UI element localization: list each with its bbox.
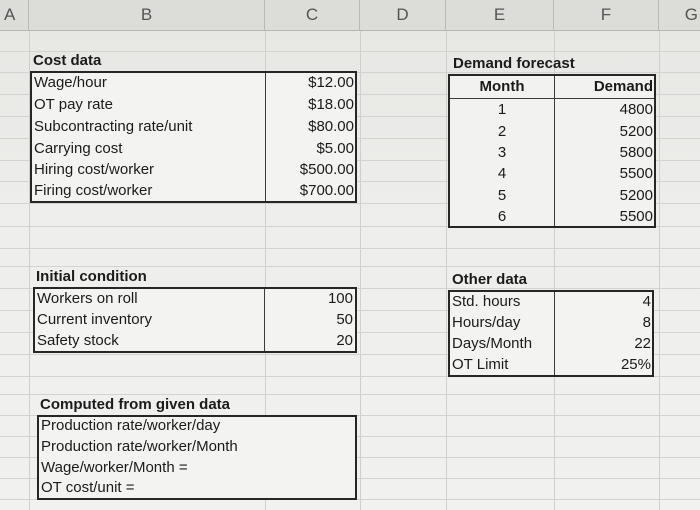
label-hours-day[interactable]: Hours/day — [452, 314, 521, 331]
column-header-f[interactable] — [554, 0, 659, 31]
cost-label-subcontracting[interactable]: Subcontracting rate/unit — [34, 118, 193, 135]
value-days-month[interactable]: 22 — [634, 335, 651, 352]
gridline — [0, 394, 700, 395]
label-workers-on-roll[interactable]: Workers on roll — [37, 290, 138, 307]
column-header-label: F — [600, 5, 612, 24]
month-header[interactable]: Month — [479, 78, 525, 95]
value-safety-stock[interactable]: 20 — [336, 332, 353, 349]
computed-production-rate-day[interactable]: Production rate/worker/day — [41, 417, 221, 434]
demand-cell[interactable]: 4800 — [619, 101, 653, 118]
cost-data-title: Cost data — [33, 52, 102, 69]
column-header-d[interactable] — [360, 0, 446, 31]
month-cell[interactable]: 3 — [497, 144, 507, 161]
demand-header[interactable]: Demand — [593, 78, 653, 95]
demand-cell[interactable]: 5200 — [619, 123, 653, 140]
value-current-inventory[interactable]: 50 — [336, 311, 353, 328]
column-header-label: D — [396, 5, 409, 24]
demand-cell[interactable]: 5500 — [619, 208, 653, 225]
value-hours-day[interactable]: 8 — [642, 314, 651, 331]
month-cell[interactable]: 2 — [497, 123, 507, 140]
column-header-e[interactable] — [446, 0, 554, 31]
gridline — [0, 248, 700, 249]
label-ot-limit[interactable]: OT Limit — [452, 356, 509, 373]
gridline — [0, 266, 700, 267]
value-std-hours[interactable]: 4 — [642, 293, 651, 310]
column-header-c[interactable] — [265, 0, 360, 31]
initial-condition-title: Initial condition — [36, 268, 147, 285]
computed-wage-worker-month[interactable]: Wage/worker/Month = — [41, 459, 188, 476]
cost-value-firing[interactable]: $700.00 — [299, 182, 354, 199]
month-cell[interactable]: 6 — [497, 208, 507, 225]
cost-label-firing[interactable]: Firing cost/worker — [34, 182, 153, 199]
column-header-a[interactable] — [0, 0, 29, 31]
cost-label-hiring[interactable]: Hiring cost/worker — [34, 161, 155, 178]
value-workers-on-roll[interactable]: 100 — [327, 290, 353, 307]
column-header-label: B — [140, 5, 153, 24]
label-std-hours[interactable]: Std. hours — [452, 293, 521, 310]
demand-forecast-title: Demand forecast — [453, 55, 575, 72]
cost-value-wage[interactable]: $12.00 — [308, 74, 354, 91]
cost-label-ot-pay[interactable]: OT pay rate — [34, 96, 113, 113]
value-ot-limit[interactable]: 25% — [620, 356, 651, 373]
demand-cell[interactable]: 5500 — [619, 165, 653, 182]
column-header-label: G — [684, 5, 698, 24]
gridline — [0, 51, 700, 52]
other-data-title: Other data — [452, 271, 528, 288]
computed-title: Computed from given data — [40, 396, 231, 413]
cost-value-subcontracting[interactable]: $80.00 — [308, 118, 354, 135]
demand-cell[interactable]: 5800 — [619, 144, 653, 161]
column-header-b[interactable] — [29, 0, 265, 31]
column-header-label: C — [305, 5, 319, 24]
gridline — [659, 31, 660, 510]
column-header-label: E — [493, 5, 506, 24]
computed-production-rate-month[interactable]: Production rate/worker/Month — [41, 438, 238, 455]
label-safety-stock[interactable]: Safety stock — [37, 332, 119, 349]
cost-label-carrying[interactable]: Carrying cost — [34, 140, 123, 157]
month-cell[interactable]: 1 — [497, 101, 507, 118]
month-cell[interactable]: 4 — [497, 165, 507, 182]
computed-ot-cost-unit[interactable]: OT cost/unit = — [41, 479, 135, 496]
cost-value-carrying[interactable]: $5.00 — [316, 140, 354, 157]
column-header-label: A — [4, 5, 16, 24]
month-cell[interactable]: 5 — [497, 187, 507, 204]
column-header-g[interactable] — [659, 0, 700, 31]
label-current-inventory[interactable]: Current inventory — [37, 311, 153, 328]
cost-label-wage[interactable]: Wage/hour — [34, 74, 107, 91]
gridline — [446, 31, 447, 510]
label-days-month[interactable]: Days/Month — [452, 335, 533, 352]
cost-value-ot-pay[interactable]: $18.00 — [308, 96, 354, 113]
demand-cell[interactable]: 5200 — [619, 187, 653, 204]
gridline — [360, 31, 361, 510]
cost-value-hiring[interactable]: $500.00 — [299, 161, 354, 178]
